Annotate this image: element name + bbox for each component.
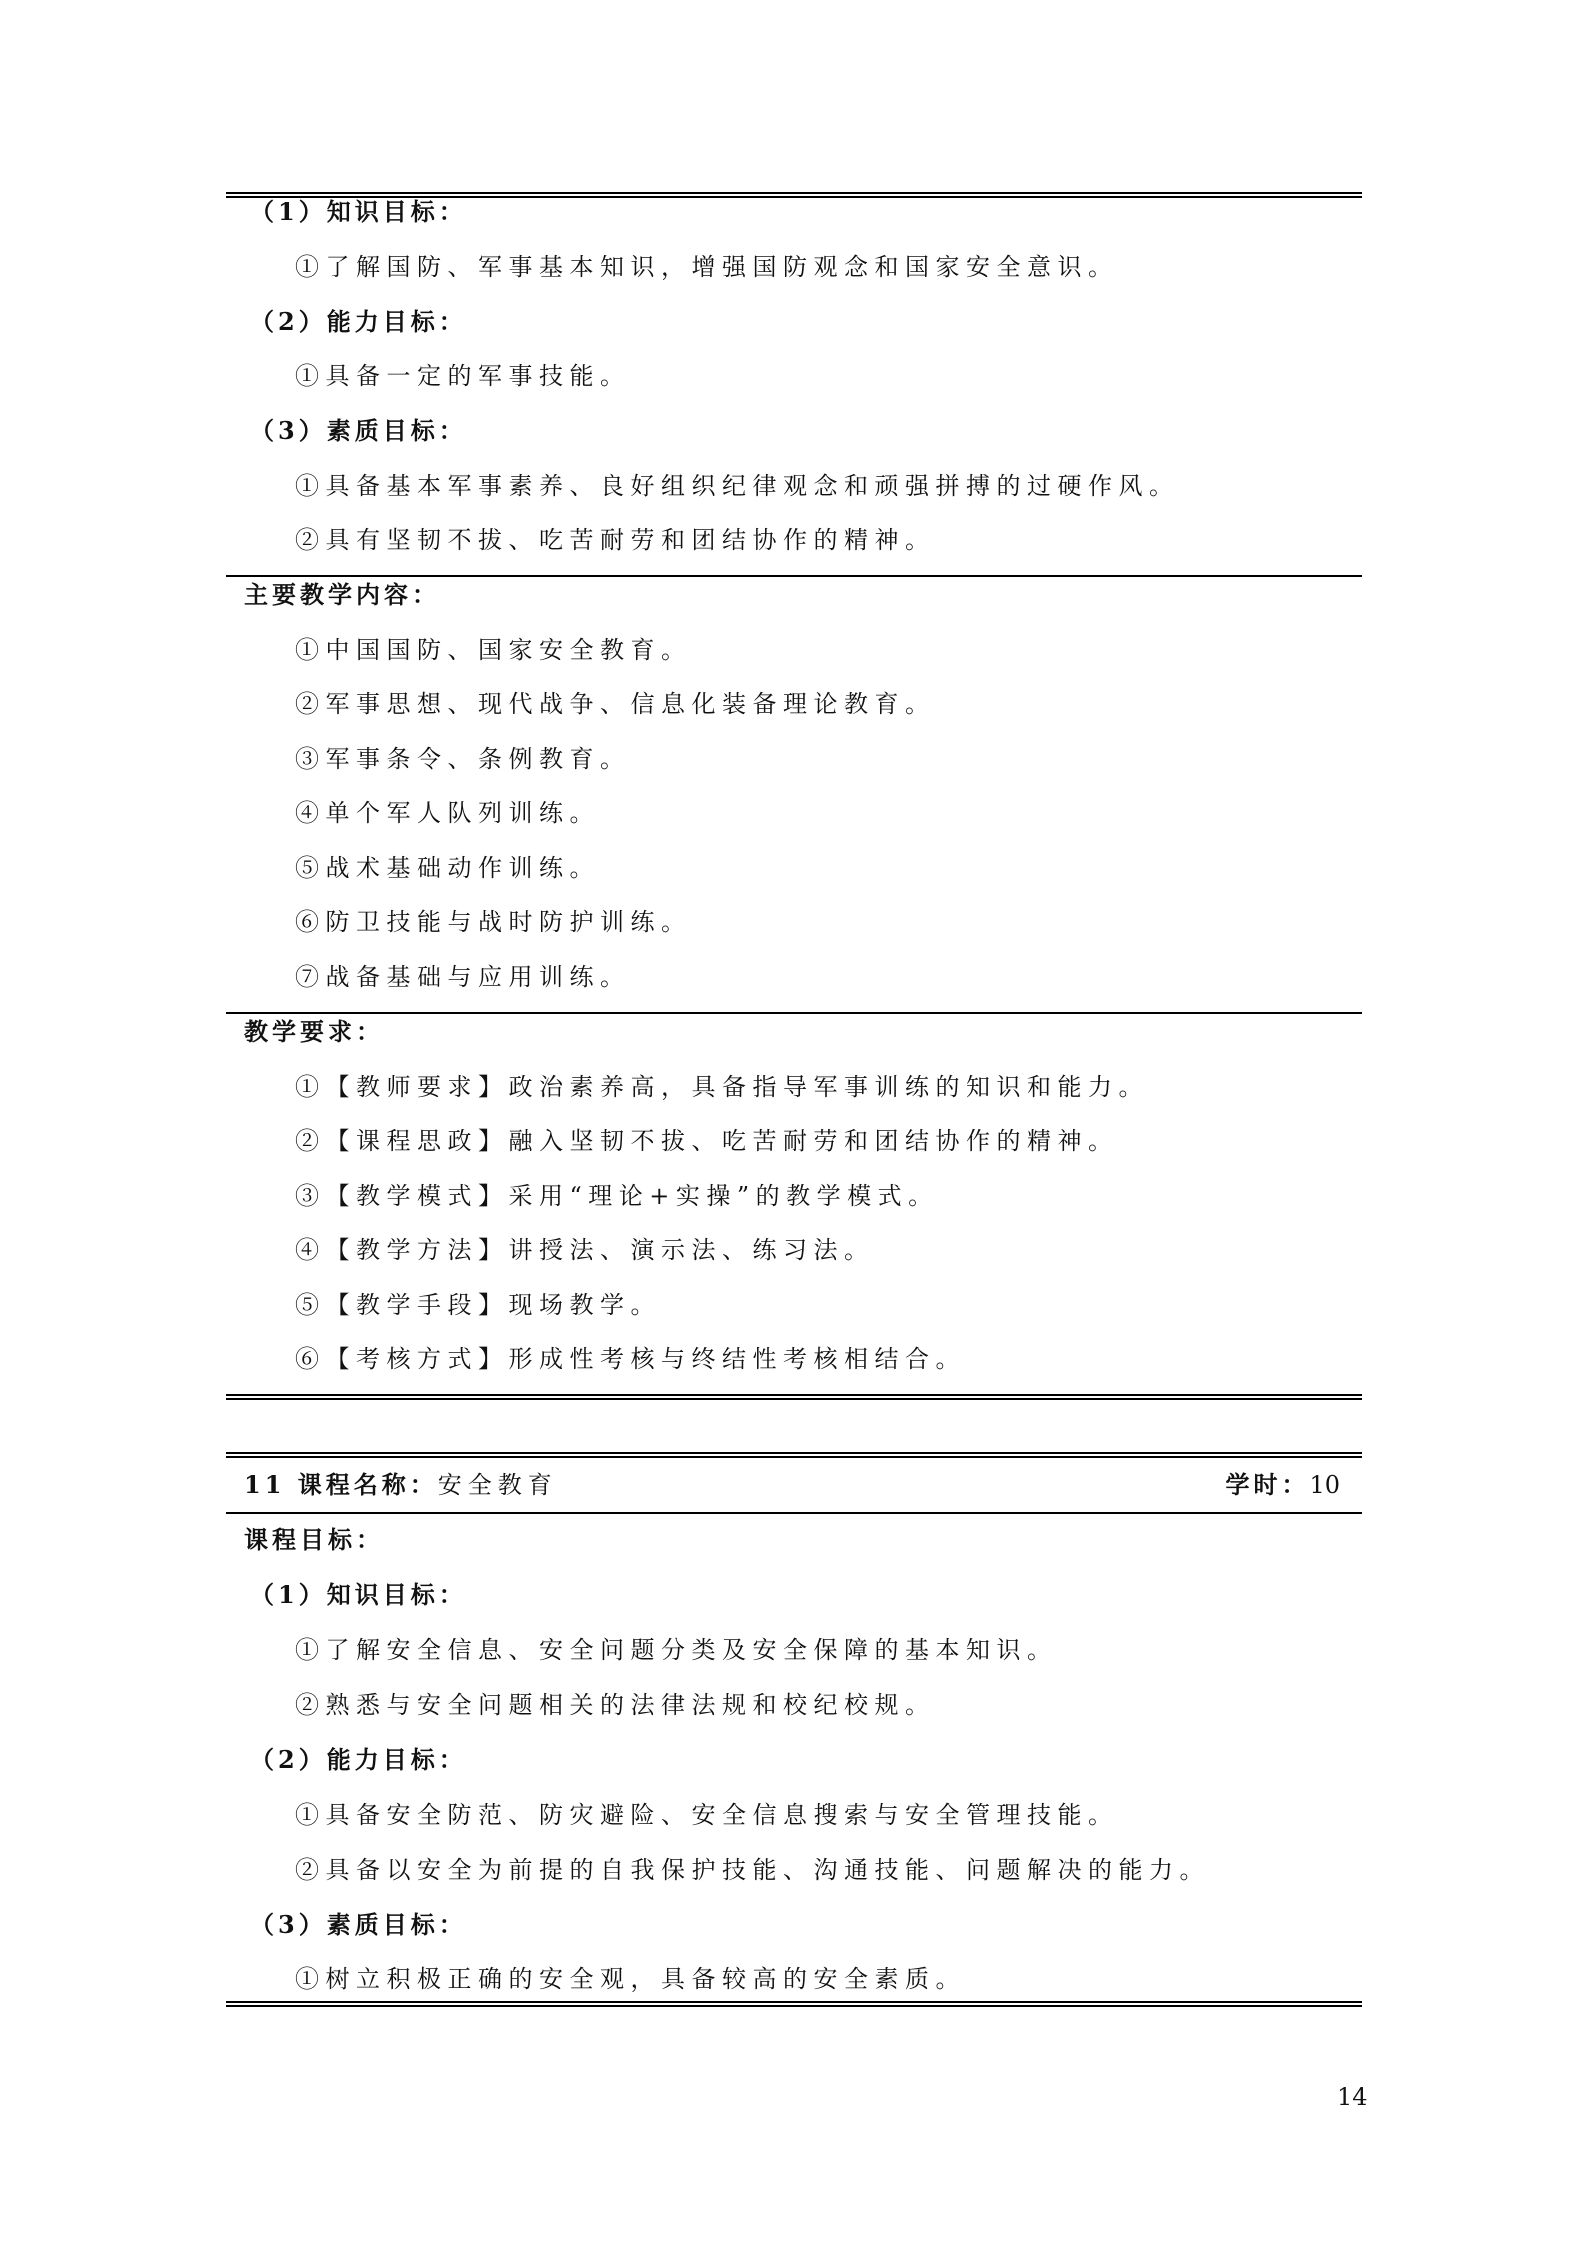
quality-objective-item: ②具有坚韧不拔、吃苦耐劳和团结协作的精神。 <box>295 526 936 554</box>
knowledge-objectives-heading: （1）知识目标： <box>250 1580 467 1609</box>
ability-objective-item: ②具备以安全为前提的自我保护技能、沟通技能、问题解决的能力。 <box>295 1856 1210 1884</box>
quality-objectives-heading: （3）素质目标： <box>250 416 467 445</box>
requirement-item: ⑤【教学手段】现场教学。 <box>295 1291 661 1319</box>
course-hours-value: 10 <box>1309 1471 1340 1499</box>
quality-objectives-heading: （3）素质目标： <box>250 1910 467 1939</box>
knowledge-objective-item: ②熟悉与安全问题相关的法律法规和校纪校规。 <box>295 1691 936 1719</box>
course-hours-label: 学时： <box>1225 1470 1310 1499</box>
knowledge-objectives-heading: （1）知识目标： <box>250 197 467 226</box>
content-item: ③军事条令、条例教育。 <box>295 745 631 773</box>
quality-objective-item: ①树立积极正确的安全观，具备较高的安全素质。 <box>295 1965 966 1993</box>
knowledge-objective-item: ①了解安全信息、安全问题分类及安全保障的基本知识。 <box>295 1636 1058 1664</box>
section-divider <box>226 1012 1362 1014</box>
ability-objective-item: ①具备一定的军事技能。 <box>295 362 631 390</box>
quality-objective-item: ①具备基本军事素养、良好组织纪律观念和顽强拼搏的过硬作风。 <box>295 472 1180 500</box>
requirement-item: ⑥【考核方式】形成性考核与终结性考核相结合。 <box>295 1345 966 1373</box>
content-item: ⑥防卫技能与战时防护训练。 <box>295 908 692 936</box>
requirement-item: ③【教学模式】采用“理论+实操”的教学模式。 <box>295 1182 939 1210</box>
content-item: ⑦战备基础与应用训练。 <box>295 963 631 991</box>
content-item: ②军事思想、现代战争、信息化装备理论教育。 <box>295 690 936 718</box>
content-item: ⑤战术基础动作训练。 <box>295 854 600 882</box>
requirement-item: ④【教学方法】讲授法、演示法、练习法。 <box>295 1236 875 1264</box>
ability-objectives-heading: （2）能力目标： <box>250 1745 467 1774</box>
page-number: 14 <box>1337 2083 1368 2111</box>
course-hours <box>1225 1458 1340 1512</box>
content-item: ④单个军人队列训练。 <box>295 799 600 827</box>
section-divider <box>226 1512 1362 1514</box>
requirement-item: ①【教师要求】政治素养高，具备指导军事训练的知识和能力。 <box>295 1073 1149 1101</box>
course-name <box>244 1458 558 1512</box>
content-item: ①中国国防、国家安全教育。 <box>295 636 692 664</box>
course-objectives-heading: 课程目标： <box>244 1525 384 1554</box>
table2-bottom-border <box>226 2001 1362 2007</box>
knowledge-objective-item: ①了解国防、军事基本知识，增强国防观念和国家安全意识。 <box>295 253 1119 281</box>
ability-objectives-heading: （2）能力目标： <box>250 307 467 336</box>
teaching-requirements-heading: 教学要求： <box>244 1017 384 1046</box>
ability-objective-item: ①具备安全防范、防灾避险、安全信息搜索与安全管理技能。 <box>295 1801 1119 1829</box>
course-name-value: 安全教育 <box>437 1471 558 1499</box>
course-title-row <box>244 1458 1340 1512</box>
main-content-heading: 主要教学内容： <box>244 580 440 609</box>
table1-bottom-border <box>226 1394 1362 1400</box>
course-name-label: 11 课程名称： <box>244 1470 438 1499</box>
requirement-item: ②【课程思政】融入坚韧不拔、吃苦耐劳和团结协作的精神。 <box>295 1127 1119 1155</box>
